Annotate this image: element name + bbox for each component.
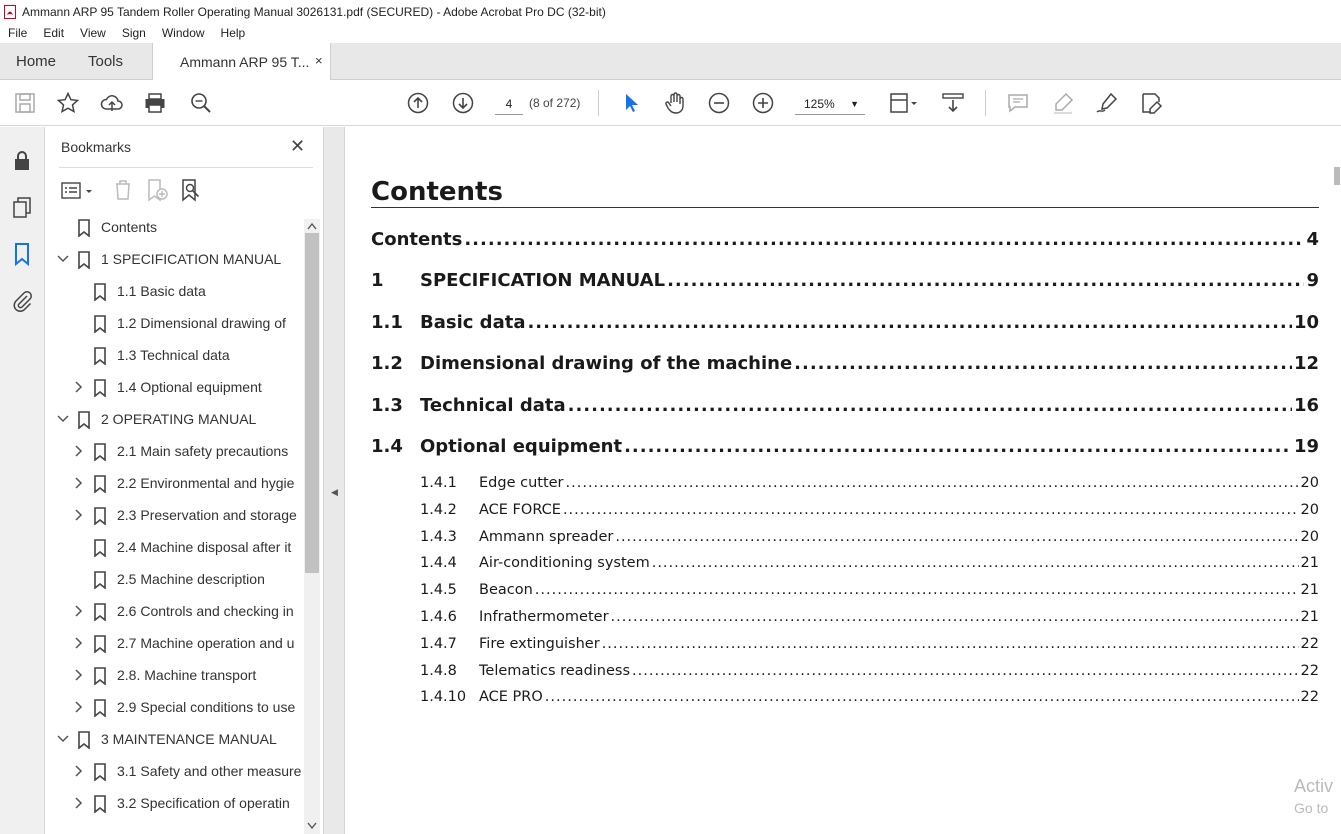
toc-title: ACE PRO (479, 689, 543, 706)
bookmark-icon (93, 763, 107, 781)
bookmark-item[interactable] (45, 244, 303, 276)
print-icon[interactable] (142, 90, 168, 116)
bookmark-item[interactable] (45, 404, 303, 436)
toc-title: ACE FORCE (479, 501, 561, 518)
save-icon[interactable] (12, 90, 38, 116)
bookmark-label: 3.2 Specification of operatin (117, 795, 290, 811)
select-cursor-icon[interactable] (618, 90, 644, 116)
bookmark-search-icon[interactable] (179, 178, 203, 202)
bookmark-icon (77, 251, 91, 269)
bookmark-label: Contents (101, 219, 158, 235)
toc-leader-dots (568, 395, 1292, 416)
heading-rule (371, 207, 1319, 208)
lock-icon[interactable] (10, 149, 34, 173)
tab-bar (0, 43, 1341, 80)
toc-leader-dots (667, 270, 1304, 291)
toc-entry[interactable] (420, 529, 1319, 545)
bookmark-item[interactable] (45, 564, 303, 596)
bookmark-item[interactable] (45, 724, 303, 756)
bookmark-label: 2.3 Preservation and storage (117, 507, 297, 523)
bookmark-icon (93, 507, 107, 525)
zoom-level-select[interactable] (795, 93, 865, 115)
toc-entry[interactable] (371, 270, 1319, 291)
chevron-right-icon[interactable] (73, 637, 85, 649)
toc-entry[interactable] (420, 663, 1319, 679)
bookmark-panel-icon[interactable] (10, 242, 34, 266)
window-title: Ammann ARP 95 Tandem Roller Operating Manual 3026131.pdf (SECURED) - Adobe Acrobat Pro DC (32-bit) (22, 4, 606, 19)
toc-leader-dots (615, 529, 1298, 545)
page-heading: Contents (371, 177, 503, 207)
chevron-right-icon[interactable] (73, 701, 85, 713)
toc-number: 1.4.1 (420, 475, 457, 491)
attachment-icon[interactable] (10, 289, 34, 313)
bookmark-label: 2.6 Controls and checking in (117, 603, 294, 619)
bookmark-item[interactable] (45, 500, 303, 532)
chevron-right-icon[interactable] (73, 765, 85, 777)
chevron-right-icon[interactable] (73, 477, 85, 489)
chevron-down-icon[interactable] (57, 253, 69, 265)
bookmark-icon (93, 475, 107, 493)
menu-window[interactable]: Window (161, 26, 205, 40)
bookmark-item[interactable] (45, 219, 303, 244)
bookmark-label: 2.1 Main safety precautions (117, 443, 289, 459)
options-menu-icon[interactable] (61, 180, 95, 202)
toc-title: Air-conditioning system (479, 555, 650, 572)
toc-page-number: 22 (1300, 689, 1319, 706)
bookmark-label: 2.8. Machine transport (117, 667, 257, 683)
watermark-line-2: Go to (1294, 800, 1329, 816)
toc-number: 1.2 (371, 353, 403, 374)
toc-page-number: 4 (1306, 229, 1319, 250)
toc-entry[interactable] (371, 436, 1319, 457)
chevron-right-icon[interactable] (73, 797, 85, 809)
divider (59, 167, 313, 168)
toc-leader-dots (545, 689, 1299, 705)
bookmark-icon (93, 699, 107, 717)
toc-leader-dots (535, 582, 1299, 598)
bookmarks-scrollbar[interactable] (304, 219, 320, 834)
scroll-up-icon[interactable] (307, 222, 317, 230)
close-icon[interactable]: ✕ (290, 136, 306, 156)
bookmark-item[interactable] (45, 308, 303, 340)
page-display-icon[interactable] (887, 90, 921, 116)
chevron-right-icon[interactable] (73, 605, 85, 617)
bookmark-item[interactable] (45, 372, 303, 404)
toc-number: 1.3 (371, 395, 403, 416)
toc-title: Dimensional drawing of the machine (420, 353, 793, 374)
bookmark-label: 1.4 Optional equipment (117, 379, 262, 395)
tab-close-icon[interactable]: × (315, 53, 323, 68)
toc-leader-dots (566, 475, 1299, 491)
toc-page-number: 16 (1293, 395, 1319, 416)
tab-document[interactable] (152, 43, 331, 80)
document-scrollbar[interactable] (1333, 127, 1341, 834)
toc-leader-dots (527, 312, 1291, 333)
bookmarks-panel (45, 127, 323, 834)
menu-bar (0, 23, 1341, 43)
toc-leader-dots (611, 609, 1299, 625)
page-count-label: (8 of 272) (529, 96, 581, 110)
bookmark-label: 2.2 Environmental and hygie (117, 475, 295, 491)
navigation-rail (0, 127, 45, 834)
toc-page-number: 21 (1300, 555, 1319, 572)
bookmark-item[interactable] (45, 660, 303, 692)
next-page-icon[interactable] (450, 90, 476, 116)
bookmark-label: 1.1 Basic data (117, 283, 206, 299)
menu-edit[interactable]: Edit (43, 26, 65, 40)
hand-tool-icon[interactable] (662, 90, 688, 116)
bookmark-item[interactable] (45, 596, 303, 628)
toolbar-separator (985, 90, 986, 116)
bookmark-item[interactable] (45, 532, 303, 564)
bookmark-item[interactable] (45, 340, 303, 372)
chevron-down-icon[interactable] (57, 413, 69, 425)
chevron-right-icon[interactable] (73, 669, 85, 681)
toc-number: 1.4.7 (420, 635, 457, 652)
bookmark-icon (77, 219, 91, 237)
bookmark-item[interactable] (45, 436, 303, 468)
chevron-right-icon[interactable] (73, 509, 85, 521)
document-view[interactable] (345, 127, 1335, 834)
bookmark-icon (77, 731, 91, 749)
toc-entry[interactable] (371, 395, 1319, 416)
bookmark-icon (93, 283, 107, 301)
comment-icon[interactable] (1005, 90, 1031, 116)
page-number-input[interactable]: 4 (495, 93, 523, 115)
toc-number: 1.4.10 (420, 689, 467, 706)
bookmarks-tree (45, 219, 303, 834)
toc-number: 1.4.5 (420, 582, 457, 599)
bookmark-icon (93, 315, 107, 333)
toc-number: 1 (371, 270, 384, 291)
bookmark-icon (77, 411, 91, 429)
toc-page-number: 20 (1300, 528, 1319, 545)
bookmark-label: 2.4 Machine disposal after it (117, 539, 292, 555)
toc-number: 1.4.3 (420, 528, 457, 545)
bookmark-label: 1 SPECIFICATION MANUAL (101, 251, 282, 267)
toc-title: Optional equipment (420, 436, 623, 457)
toc-number: 1.4 (371, 436, 403, 457)
toc-entry[interactable] (371, 353, 1319, 374)
bookmark-icon (93, 571, 107, 589)
acrobat-pdf-icon (4, 5, 16, 19)
toc-entry[interactable] (420, 636, 1319, 652)
bookmark-item[interactable] (45, 692, 303, 724)
toc-page-number: 21 (1300, 609, 1319, 625)
zoom-out-icon[interactable] (706, 90, 732, 116)
toc-leader-dots (464, 229, 1304, 250)
toc-leader-dots (563, 502, 1299, 518)
bookmark-label: 2 OPERATING MANUAL (101, 411, 257, 427)
page-thumbnails-icon[interactable] (10, 195, 34, 219)
tab-document-label: Ammann ARP 95 T... (180, 54, 310, 70)
cloud-upload-icon[interactable] (99, 90, 125, 116)
zoom-search-icon[interactable] (188, 90, 214, 116)
scrollbar-thumb[interactable] (1334, 167, 1340, 185)
toc-page-number: 21 (1300, 582, 1319, 599)
bookmark-icon (93, 795, 107, 813)
toc-entry[interactable] (420, 609, 1319, 625)
bookmark-item[interactable] (45, 468, 303, 500)
toc-leader-dots (602, 636, 1299, 652)
bookmark-label: 2.9 Special conditions to use (117, 699, 296, 715)
toc-number: 1.4.4 (420, 555, 457, 572)
toc-page-number: 20 (1300, 475, 1319, 491)
toc-title: Contents (371, 229, 463, 250)
toc-title: Beacon (479, 582, 533, 599)
toc-title: Edge cutter (479, 475, 564, 491)
previous-page-icon[interactable] (405, 90, 431, 116)
menu-help[interactable]: Help (220, 26, 246, 40)
bookmark-label: 2.5 Machine description (117, 571, 265, 587)
tab-home[interactable]: Home (16, 53, 57, 70)
bookmarks-toolbar (59, 177, 319, 205)
bookmarks-title: Bookmarks (61, 139, 132, 155)
menu-file[interactable]: File (8, 26, 28, 40)
toc-entry[interactable] (420, 502, 1319, 518)
new-bookmark-icon[interactable] (145, 178, 169, 202)
toc-page-number: 10 (1293, 312, 1319, 333)
toc-leader-dots (794, 353, 1292, 374)
toc-entry[interactable] (371, 229, 1319, 250)
toolbar-separator (598, 90, 599, 116)
toc-number: 1.4.8 (420, 662, 457, 679)
panel-collapse-bar[interactable] (323, 127, 345, 834)
toc-entry[interactable] (420, 689, 1319, 705)
toc-page-number: 19 (1293, 436, 1319, 457)
bookmark-label: 1.3 Technical data (117, 347, 230, 363)
bookmark-icon (93, 379, 107, 397)
menu-view[interactable]: View (80, 26, 106, 40)
toc-leader-dots (652, 555, 1299, 571)
bookmark-icon (93, 635, 107, 653)
chevron-down-icon: ▼ (850, 99, 859, 109)
fill-and-sign-icon[interactable] (1138, 90, 1164, 116)
zoom-level-value: 125% (804, 97, 835, 111)
toc-page-number: 12 (1293, 353, 1319, 374)
bookmark-item[interactable] (45, 276, 303, 308)
delete-icon[interactable] (111, 178, 135, 202)
toc-page-number: 22 (1300, 635, 1319, 652)
toc-entry[interactable] (420, 555, 1319, 571)
toc-number: 1.1 (371, 312, 403, 333)
zoom-in-icon[interactable] (750, 90, 776, 116)
bookmark-icon (93, 539, 107, 557)
bookmark-label: 3 MAINTENANCE MANUAL (101, 731, 277, 747)
toc-title: Telematics readiness (479, 662, 631, 679)
bookmark-label: 3.1 Safety and other measure (117, 763, 302, 779)
toc-title: Technical data (420, 395, 566, 416)
tab-tools[interactable]: Tools (88, 53, 124, 70)
bookmark-icon (93, 603, 107, 621)
toc-title: Basic data (420, 312, 526, 333)
draw-sign-icon[interactable] (1094, 90, 1120, 116)
main-toolbar (0, 80, 1341, 126)
toc-number: 1.4.6 (420, 609, 457, 625)
bookmark-item[interactable] (45, 628, 303, 660)
activate-windows-watermark (1294, 775, 1333, 819)
scroll-down-icon[interactable] (307, 822, 317, 830)
window-titlebar (0, 0, 1341, 23)
toc-title: Fire extinguisher (479, 635, 600, 652)
bookmark-item[interactable] (45, 756, 303, 788)
toc-number: 1.4.2 (420, 501, 457, 518)
toc-entry[interactable] (420, 582, 1319, 598)
bookmark-label: 2.7 Machine operation and u (117, 635, 295, 651)
toc-page-number: 22 (1300, 662, 1319, 679)
bookmark-icon (93, 443, 107, 461)
bookmark-icon (93, 667, 107, 685)
bookmark-item[interactable] (45, 788, 303, 820)
toc-leader-dots (632, 663, 1299, 679)
toc-leader-dots (624, 436, 1292, 457)
bookmark-label: 1.2 Dimensional drawing of (117, 315, 286, 331)
scrollbar-thumb[interactable] (305, 233, 319, 573)
highlight-pen-icon[interactable] (1050, 90, 1076, 116)
toc-title: SPECIFICATION MANUAL (420, 270, 666, 291)
scroll-mode-icon[interactable] (940, 90, 966, 116)
menu-sign[interactable]: Sign (121, 26, 146, 40)
toc-entry[interactable] (420, 475, 1319, 491)
toc-page-number: 9 (1306, 270, 1319, 291)
toc-entry[interactable] (371, 312, 1319, 333)
bookmark-icon (93, 347, 107, 365)
toc-title: Infrathermometer (479, 609, 609, 625)
watermark-line-1: Activ (1294, 776, 1334, 796)
toc-page-number: 20 (1300, 501, 1319, 518)
chevron-right-icon[interactable] (73, 445, 85, 457)
collapse-left-icon[interactable]: ◀ (331, 487, 338, 497)
star-icon[interactable] (55, 90, 81, 116)
chevron-right-icon[interactable] (73, 381, 85, 393)
toc-title: Ammann spreader (479, 528, 614, 545)
chevron-down-icon[interactable] (57, 733, 69, 745)
